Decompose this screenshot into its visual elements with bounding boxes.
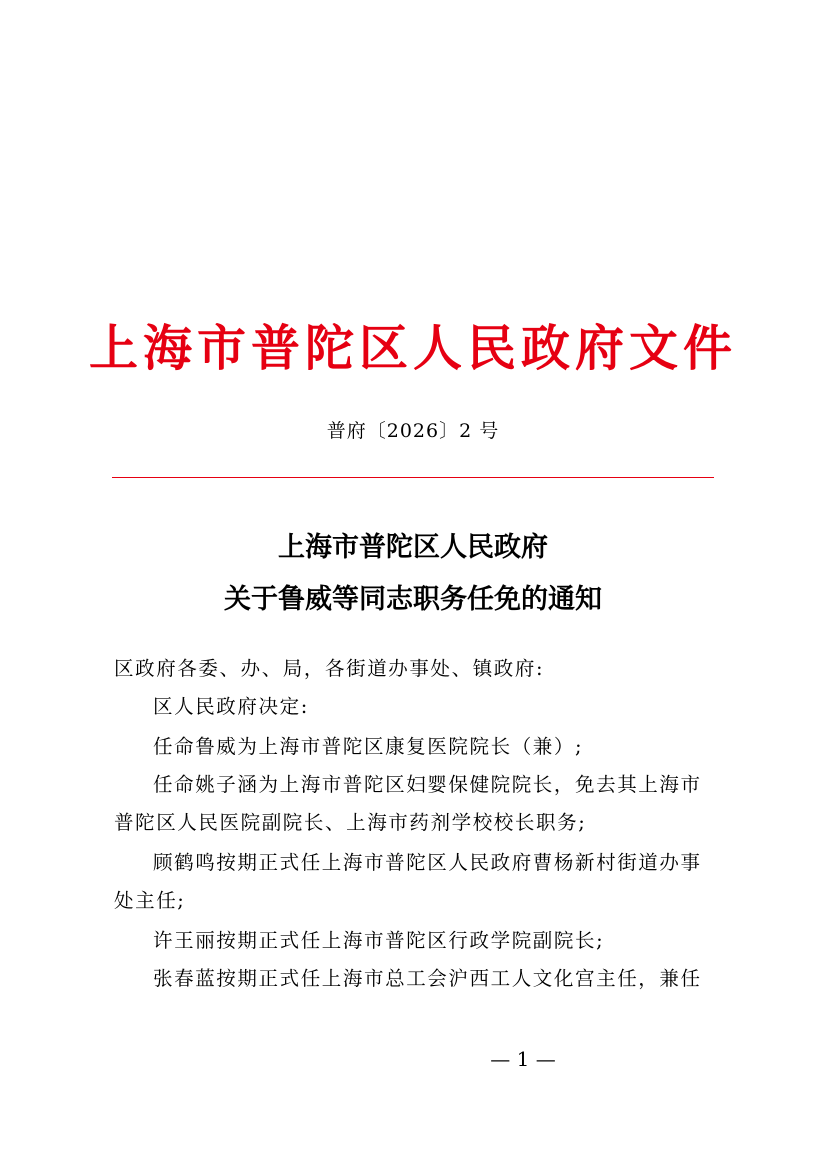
appointment-item-2-line-1: 任命姚子涵为上海市普陀区妇婴保健院院长，免去其上海市 bbox=[153, 773, 702, 796]
appointment-item-1: 任命鲁威为上海市普陀区康复医院院长（兼）; bbox=[153, 735, 584, 758]
notice-title-line-2: 关于鲁威等同志职务任免的通知 bbox=[224, 584, 602, 615]
addressee-line: 区政府各委、办、局，各街道办事处、镇政府: bbox=[114, 657, 545, 680]
appointment-item-3-line-2: 处主任; bbox=[114, 889, 186, 912]
appointment-item-3-line-1: 顾鹤鸣按期正式任上海市普陀区人民政府曹杨新村街道办事 bbox=[153, 851, 702, 874]
document-number: 普府〔2026〕2 号 bbox=[326, 420, 500, 442]
appointment-item-5-line-1: 张春蓝按期正式任上海市总工会沪西工人文化宫主任，兼任 bbox=[153, 967, 702, 990]
page-number: — 1 — bbox=[490, 1047, 556, 1071]
appointment-item-4: 许王丽按期正式任上海市普陀区行政学院副院长; bbox=[153, 929, 605, 952]
document-header-title: 上海市普陀区人民政府文件 bbox=[88, 319, 737, 377]
decision-line: 区人民政府决定: bbox=[153, 695, 309, 718]
notice-title-line-1: 上海市普陀区人民政府 bbox=[278, 532, 548, 563]
appointment-item-2-line-2: 普陀区人民医院副院长、上海市药剂学校校长职务; bbox=[114, 811, 587, 834]
header-red-divider bbox=[112, 477, 714, 478]
